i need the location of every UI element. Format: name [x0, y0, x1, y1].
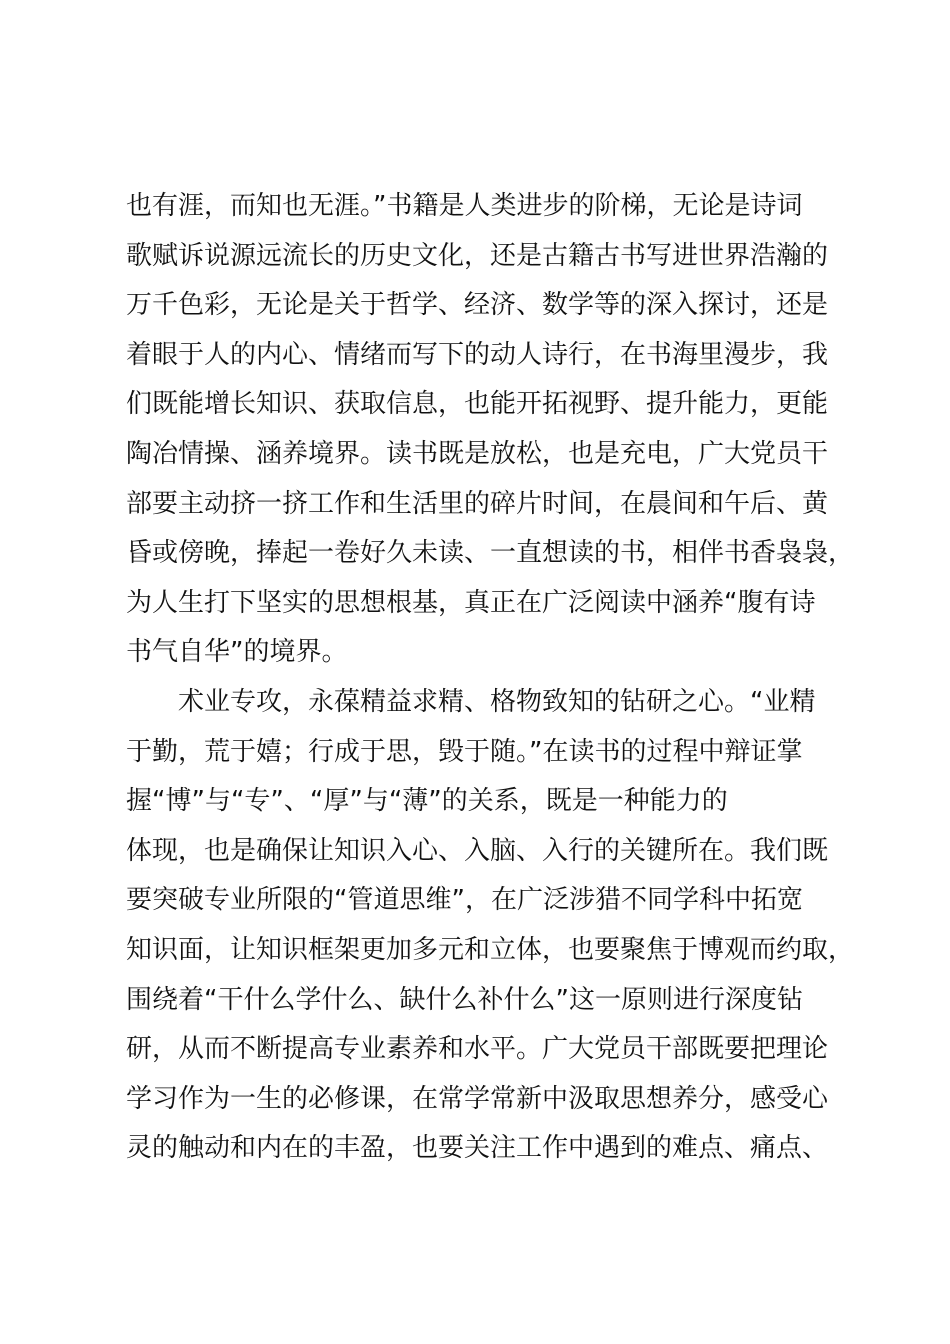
text-line: 陶冶情操、涵养境界。读书既是放松，也是充电，广大党员干	[126, 438, 829, 469]
text-line: 们既能增长知识、获取信息，也能开拓视野、提升能力，更能	[126, 389, 829, 420]
text-line: 研，从而不断提高专业素养和水平。广大党员干部既要把理论	[126, 1034, 829, 1065]
text-line: 也有涯，而知也无涯。”书籍是人类进步的阶梯，无论是诗词	[126, 191, 803, 221]
body-text	[126, 182, 856, 1174]
text-line: 昏或傍晚，捧起一卷好久未读、一直想读的书，相伴书香袅袅，	[126, 538, 855, 569]
text-line: 围绕着“干什么学什么、缺什么补什么”这一原则进行深度钻	[126, 984, 803, 1015]
text-line: 为人生打下坚实的思想根基，真正在广泛阅读中涵养“腹有诗	[126, 587, 816, 618]
text-line: 体现，也是确保让知识入心、入脑、入行的关键所在。我们既	[126, 835, 829, 866]
text-line: 万千色彩，无论是关于哲学、经济、数学等的深入探讨，还是	[126, 290, 829, 321]
text-line: 部要主动挤一挤工作和生活里的碎片时间，在晨间和午后、黄	[126, 488, 829, 519]
paragraph-2	[126, 678, 856, 1174]
text-line: 书气自华”的境界。	[126, 637, 348, 668]
text-line: 握“博”与“专”、“厚”与“薄”的关系，既是一种能力的	[126, 786, 728, 817]
text-line-indented: 术业专攻，永葆精益求精、格物致知的钻研之心。“业精	[178, 686, 816, 717]
text-line: 于勤，荒于嬉；行成于思，毁于随。”在读书的过程中辩证掌	[126, 736, 803, 767]
text-line: 要突破专业所限的“管道思维”，在广泛涉猎不同学科中拓宽	[126, 885, 803, 916]
paragraph-1	[126, 182, 856, 678]
text-line: 灵的触动和内在的丰盈，也要关注工作中遇到的难点、痛点、	[126, 1133, 829, 1164]
text-line: 学习作为一生的必修课，在常学常新中汲取思想养分，感受心	[126, 1083, 829, 1114]
text-line: 歌赋诉说源远流长的历史文化，还是古籍古书写进世界浩瀚的	[126, 240, 829, 271]
text-line: 着眼于人的内心、情绪而写下的动人诗行，在书海里漫步，我	[126, 339, 829, 370]
text-line: 知识面，让知识框架更加多元和立体，也要聚焦于博观而约取，	[126, 934, 855, 965]
